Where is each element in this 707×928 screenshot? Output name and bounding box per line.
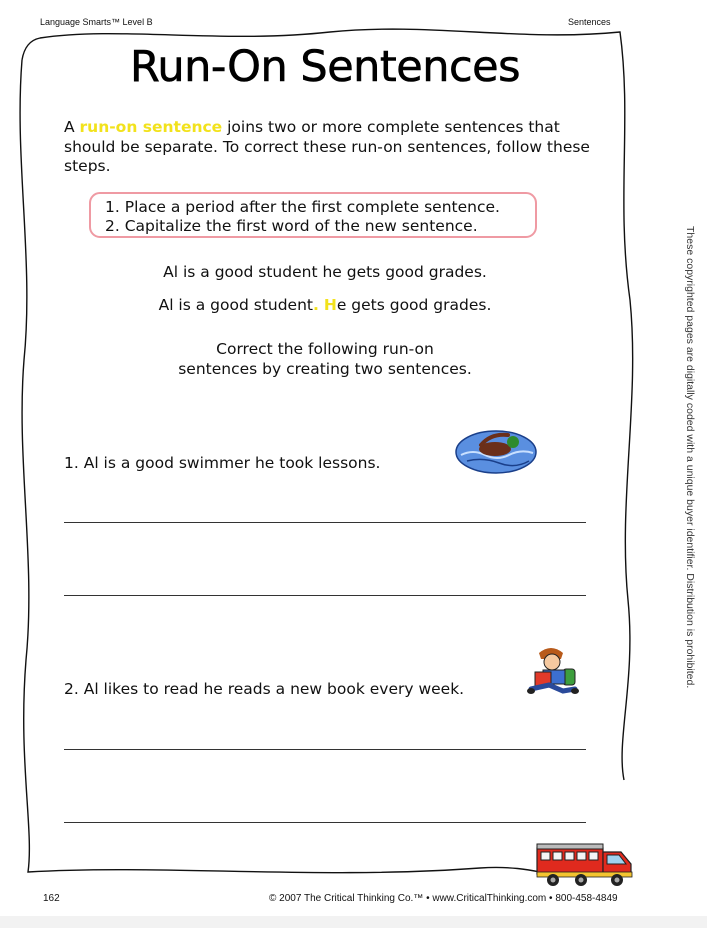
answer-line[interactable] xyxy=(64,595,586,596)
question-1: 1. Al is a good swimmer he took lessons. xyxy=(64,454,381,472)
section-header: Sentences xyxy=(568,17,611,27)
step-item: 1. Place a period after the first complete sentence. xyxy=(105,198,500,216)
answer-line[interactable] xyxy=(64,822,586,823)
intro-paragraph: A run-on sentence joins two or more complete sentences that should be separate. To correct these run-on sentences, follow these steps. xyxy=(64,118,590,175)
question-2: 2. Al likes to read he reads a new book every week. xyxy=(64,680,465,698)
page-number: 162 xyxy=(43,893,60,904)
fire-truck-icon xyxy=(535,838,635,888)
book-level-header: Language Smarts™ Level B xyxy=(40,17,153,27)
answer-line[interactable] xyxy=(64,522,586,523)
example-run-on: Al is a good student he gets good grades. xyxy=(163,263,487,281)
instructions: Correct the following run-on sentences by creating two sentences. xyxy=(178,340,472,378)
steps-box xyxy=(89,192,537,238)
highlighted-term: run-on sentence xyxy=(79,118,223,136)
answer-line[interactable] xyxy=(64,749,586,750)
copyright-footer: © 2007 The Critical Thinking Co.™ • www.CriticalThinking.com • 800-458-4849 xyxy=(269,893,618,904)
swimmer-icon xyxy=(453,425,539,475)
example-corrected: Al is a good student. He gets good grades. xyxy=(158,296,492,314)
boy-reading-icon xyxy=(525,645,581,697)
page-bottom-strip xyxy=(0,916,707,928)
copyright-side-note: These copyrighted pages are digitally coded with a unique buyer identifier. Distribution is prohibited. xyxy=(684,226,696,689)
page-title: Run-On Sentences xyxy=(129,42,520,92)
step-item: 2. Capitalize the first word of the new sentence. xyxy=(105,217,478,235)
